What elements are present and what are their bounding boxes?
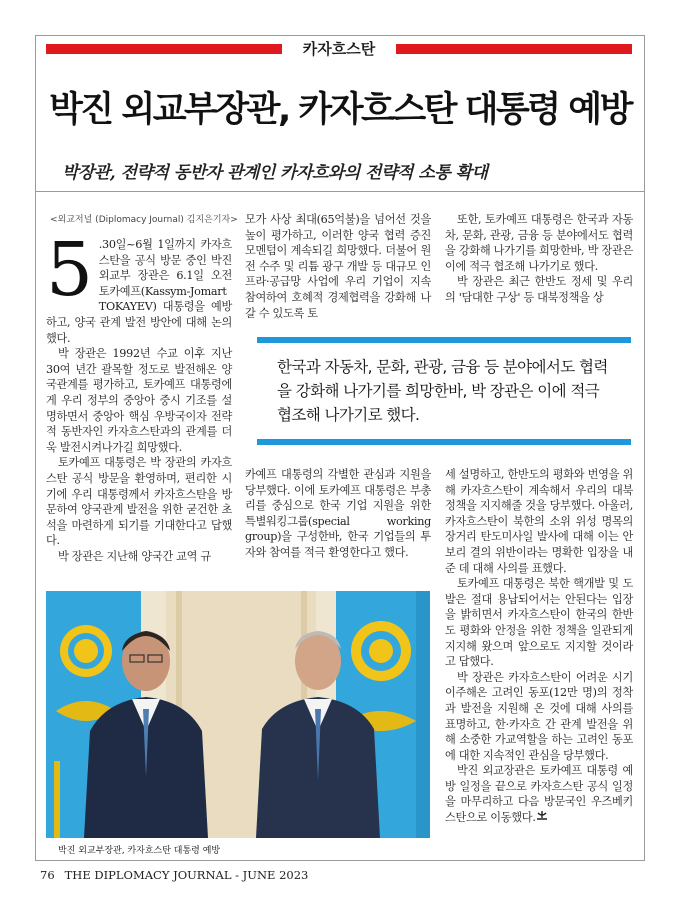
lead-text: .30일~6월 1일까지 카자흐스탄을 공식 방문 중인 박진 외교부 장관은 6.1일 오전 토카예프(Kassym-Jomart TOKAYEV) 대통령을 예방하고, 양국 관계 발전 방안에 대해 논의했다.: [46, 238, 232, 345]
column-2-top: [245, 212, 431, 321]
paragraph: 또한, 토카예프 대통령은 한국과 자동차, 문화, 관광, 금융 등 분야에서도 협력을 강화해 나가기를 희망한바, 박 장관은 이에 적극 협조해 나가기로 했다.: [445, 213, 633, 273]
page-footer: [40, 868, 308, 882]
byline: <외교저널 (Diplomacy Journal) 김지은기자>: [50, 215, 238, 225]
page-number: 76: [40, 868, 55, 882]
paragraph: 박 장관은 최근 한반도 정세 및 우리의 '담대한 구상' 등 대북정책을 상: [445, 275, 633, 304]
paragraph: 토카예프 대통령은 북한 핵개발 및 도발은 절대 용납되어서는 안된다는 입장을 밝히면서 카자흐스탄이 한국의 한반도 평화와 안정을 위한 정책을 일관되게 지지해 왔으며 앞으로도 지지할 것이라고 답했다.: [445, 577, 633, 669]
column-1: [46, 227, 232, 564]
lead-paragraph: [46, 227, 232, 346]
photo-illustration: [46, 591, 430, 838]
paragraph: 박 장관은 카자흐스탄이 어려운 시기 이주해온 고려인 동포(12만 명)의 정착과 발전을 지원해 온 것에 대해 사의를 표명하고, 한·카자흐 간 관계 발전을 위해 소중한 가교역할을 하는 고려인 동포에 대한 지속적인 관심을 당부했다.: [445, 670, 633, 762]
paragraph: 토카예프 대통령은 박 장관의 카자흐스탄 공식 방문을 환영하며, 편리한 시기에 우리 대통령께서 카자흐스탄을 방문하여 양국관계 발전을 위한 굳건한 초석을 마련하게 되기를 기대한다고 답했다.: [46, 456, 232, 548]
headline: 박진 외교부장관, 카자흐스탄 대통령 예방: [49, 90, 631, 130]
section-label: 카자흐스탄: [302, 40, 376, 58]
paragraph: 세 설명하고, 한반도의 평화와 번영을 위해 카자흐스탄이 계속해서 우리의 대북 정책을 지지해줄 것을 당부했다. 아울러, 카자흐스탄이 북한의 소위 위성 명목의 장거리 탄도미사일 발사에 대해 이는 안보리 결의 위반이라는 명확한 입장을 내준 데 대해 사의를 표했다.: [445, 468, 633, 575]
subtitle-rule: [36, 191, 644, 192]
photo-caption: 박진 외교부장관, 카자흐스탄 대통령 예방: [58, 846, 221, 856]
column-3-top: [445, 212, 633, 306]
column-3-bottom: [445, 467, 633, 826]
photo-meeting: [46, 591, 430, 838]
pull-quote-bar-bottom: [257, 439, 631, 445]
paragraph: [445, 763, 633, 825]
paragraph: 박 장관은 지난해 양국간 교역 규: [58, 549, 211, 563]
paragraph: 카예프 대통령의 각별한 관심과 지원을 당부했다. 이에 토카예프 대통령은 부총리를 중심으로 한국 기업 지원을 위한 특별워킹그룹(special working group)을 구성한바, 한국 기업들의 투자와 참여를 적극 환영한다고 했다.: [245, 468, 431, 559]
pull-quote: [257, 337, 631, 445]
drop-cap: 5: [46, 227, 93, 313]
magazine-end-mark-icon: [536, 810, 548, 821]
publication-name: THE DIPLOMACY JOURNAL - JUNE 2023: [64, 868, 309, 882]
subtitle: 박장관, 전략적 동반자 관계인 카자흐와의 전략적 소통 확대: [62, 163, 488, 183]
column-2-bottom: [245, 467, 431, 561]
paragraph-text: 박진 외교장관은 토카예프 대통령 예방 일정을 끝으로 카자흐스탄 공식 일정을 마무리하고 다음 방문국인 우즈베키스탄으로 이동했다.: [445, 764, 633, 825]
paragraph: 모가 사상 최대(65억불)을 넘어선 것을 높이 평가하고, 이러한 양국 협력 증진 모멘텀이 계속되길 희망했다. 더불어 원전 수주 및 리튬 광구 개발 등 대규모 인프라·공급망 사업에 우리 기업이 지속 참여하여 호혜적 경제협력을 강화해 나갈 수 있도록 토: [245, 213, 431, 320]
section-bar-right: [396, 44, 632, 54]
section-bar-left: [46, 44, 282, 54]
pull-quote-text: 한국과 자동차, 문화, 관광, 금융 등 분야에서도 협력을 강화해 나가기를 희망한바, 박 장관은 이에 적극 협조해 나가기로 했다.: [277, 358, 608, 424]
paragraph: 박 장관은 1992년 수교 이후 지난 30여 년간 괄목할 정도로 발전해온 양국관계를 평가하고, 토카예프 대통령에게 우리 정부의 중앙아 중시 기조를 설명하면서 중앙아 핵심 우방국이자 전략적 동반자인 카자흐스탄과의 관계를 더욱 발전시켜나가길 희망했다.: [46, 347, 232, 454]
pull-quote-bar-top: [257, 337, 631, 343]
